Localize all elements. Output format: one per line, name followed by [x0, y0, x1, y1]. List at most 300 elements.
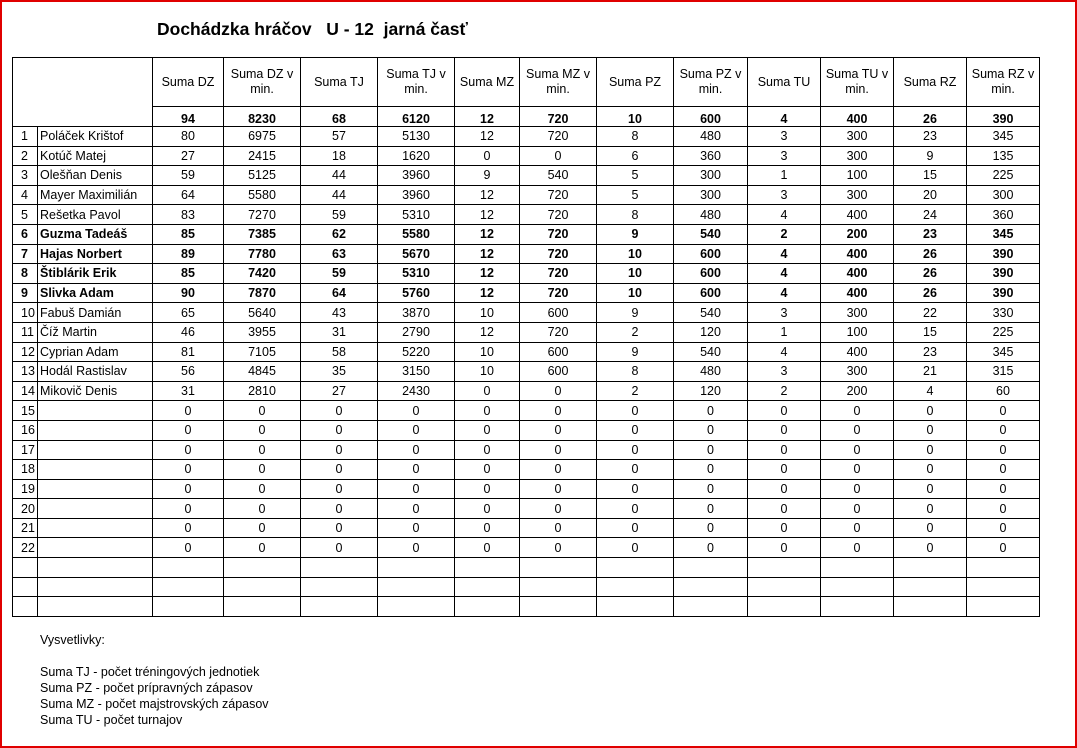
- value-cell: 83: [153, 205, 224, 225]
- value-cell: 0: [520, 479, 597, 499]
- empty-cell: [597, 558, 674, 578]
- value-cell: 43: [301, 303, 378, 323]
- value-cell: 480: [674, 362, 748, 382]
- value-cell: 27: [301, 381, 378, 401]
- value-cell: 300: [821, 303, 894, 323]
- table-row: [13, 401, 1040, 421]
- value-cell: 0: [894, 479, 967, 499]
- value-cell: 0: [821, 499, 894, 519]
- page-title: Dochádzka hráčov U - 12 jarná časť: [157, 19, 468, 39]
- value-cell: 81: [153, 342, 224, 362]
- value-cell: 0: [967, 479, 1040, 499]
- value-cell: 3: [748, 303, 821, 323]
- value-cell: 0: [894, 460, 967, 480]
- empty-cell: [674, 577, 748, 597]
- value-cell: 5: [597, 185, 674, 205]
- table-row: [13, 342, 1040, 362]
- value-cell: 0: [520, 381, 597, 401]
- value-cell: 5: [597, 166, 674, 186]
- row-number: 10: [13, 303, 38, 323]
- value-cell: 0: [748, 440, 821, 460]
- row-number: 5: [13, 205, 38, 225]
- value-cell: 390: [967, 283, 1040, 303]
- value-cell: 0: [378, 401, 455, 421]
- value-cell: 64: [153, 185, 224, 205]
- value-cell: 0: [520, 460, 597, 480]
- value-cell: 0: [674, 440, 748, 460]
- empty-cell: [378, 577, 455, 597]
- empty-cell: [520, 597, 597, 617]
- value-cell: 1: [748, 166, 821, 186]
- value-cell: 720: [520, 244, 597, 264]
- player-name: [38, 518, 153, 538]
- player-name: Fabuš Damián: [38, 303, 153, 323]
- value-cell: 0: [455, 460, 520, 480]
- value-cell: 540: [674, 224, 748, 244]
- value-cell: 0: [967, 499, 1040, 519]
- value-cell: 3150: [378, 362, 455, 382]
- value-cell: 0: [455, 146, 520, 166]
- table-row: [13, 283, 1040, 303]
- value-cell: 85: [153, 264, 224, 284]
- value-cell: 0: [224, 460, 301, 480]
- table-row: [13, 518, 1040, 538]
- table-row: [13, 244, 1040, 264]
- table-row: [13, 499, 1040, 519]
- value-cell: 345: [967, 224, 1040, 244]
- value-cell: 120: [674, 322, 748, 342]
- column-header: Suma DZ: [153, 58, 224, 107]
- value-cell: 3: [748, 146, 821, 166]
- value-cell: 100: [821, 322, 894, 342]
- value-cell: 0: [748, 499, 821, 519]
- player-name: [38, 499, 153, 519]
- value-cell: 0: [378, 518, 455, 538]
- table-row: [13, 381, 1040, 401]
- value-cell: 18: [301, 146, 378, 166]
- value-cell: 44: [301, 185, 378, 205]
- player-name: [38, 460, 153, 480]
- value-cell: 400: [821, 342, 894, 362]
- empty-cell: [153, 597, 224, 617]
- value-cell: 1: [748, 322, 821, 342]
- value-cell: 6975: [224, 127, 301, 147]
- value-cell: 26: [894, 244, 967, 264]
- empty-cell: [520, 577, 597, 597]
- value-cell: 63: [301, 244, 378, 264]
- value-cell: 0: [597, 538, 674, 558]
- value-cell: 0: [301, 499, 378, 519]
- empty-cell: [894, 577, 967, 597]
- value-cell: 0: [520, 420, 597, 440]
- value-cell: 0: [520, 401, 597, 421]
- value-cell: 31: [153, 381, 224, 401]
- value-cell: 7780: [224, 244, 301, 264]
- value-cell: 24: [894, 205, 967, 225]
- total-cell: 600: [674, 107, 748, 127]
- table-row: [13, 224, 1040, 244]
- value-cell: 12: [455, 185, 520, 205]
- value-cell: 4: [748, 283, 821, 303]
- total-cell: 390: [967, 107, 1040, 127]
- player-name: [38, 401, 153, 421]
- value-cell: 0: [153, 420, 224, 440]
- value-cell: 0: [153, 499, 224, 519]
- value-cell: 7385: [224, 224, 301, 244]
- empty-cell: [455, 597, 520, 617]
- value-cell: 62: [301, 224, 378, 244]
- column-header: Suma TU: [748, 58, 821, 107]
- empty-cell: [748, 558, 821, 578]
- total-cell: 94: [153, 107, 224, 127]
- value-cell: 2: [748, 381, 821, 401]
- row-number: 18: [13, 460, 38, 480]
- value-cell: 0: [821, 401, 894, 421]
- empty-cell: [967, 558, 1040, 578]
- value-cell: 5670: [378, 244, 455, 264]
- row-number: 7: [13, 244, 38, 264]
- value-cell: 2: [748, 224, 821, 244]
- legend: [40, 632, 269, 728]
- value-cell: 5310: [378, 264, 455, 284]
- empty-cell: [224, 577, 301, 597]
- value-cell: 0: [821, 538, 894, 558]
- total-cell: 8230: [224, 107, 301, 127]
- empty-cell: [674, 558, 748, 578]
- value-cell: 345: [967, 342, 1040, 362]
- value-cell: 0: [674, 460, 748, 480]
- value-cell: 26: [894, 264, 967, 284]
- empty-cell: [597, 577, 674, 597]
- header-row: [13, 58, 1040, 107]
- empty-cell: [224, 558, 301, 578]
- value-cell: 2430: [378, 381, 455, 401]
- row-number: 11: [13, 322, 38, 342]
- value-cell: 540: [520, 166, 597, 186]
- value-cell: 15: [894, 166, 967, 186]
- value-cell: 9: [597, 303, 674, 323]
- value-cell: 390: [967, 264, 1040, 284]
- row-number: 2: [13, 146, 38, 166]
- row-number: 16: [13, 420, 38, 440]
- row-number: 1: [13, 127, 38, 147]
- empty-cell: [13, 577, 38, 597]
- value-cell: 46: [153, 322, 224, 342]
- value-cell: 12: [455, 127, 520, 147]
- value-cell: 0: [821, 420, 894, 440]
- value-cell: 35: [301, 362, 378, 382]
- value-cell: 85: [153, 224, 224, 244]
- value-cell: 22: [894, 303, 967, 323]
- player-name: Rešetka Pavol: [38, 205, 153, 225]
- value-cell: 0: [520, 146, 597, 166]
- value-cell: 225: [967, 322, 1040, 342]
- value-cell: 26: [894, 283, 967, 303]
- value-cell: 56: [153, 362, 224, 382]
- column-header: Suma TU v min.: [821, 58, 894, 107]
- value-cell: 10: [597, 283, 674, 303]
- column-header: Suma MZ: [455, 58, 520, 107]
- value-cell: 0: [748, 460, 821, 480]
- value-cell: 300: [821, 185, 894, 205]
- value-cell: 5220: [378, 342, 455, 362]
- value-cell: 540: [674, 303, 748, 323]
- total-cell: 12: [455, 107, 520, 127]
- legend-heading: Vysvetlivky:: [40, 633, 105, 647]
- value-cell: 720: [520, 127, 597, 147]
- total-cell: 68: [301, 107, 378, 127]
- value-cell: 0: [153, 518, 224, 538]
- value-cell: 0: [748, 420, 821, 440]
- value-cell: 0: [520, 440, 597, 460]
- empty-cell: [748, 597, 821, 617]
- totals-corner-cell: [13, 107, 153, 127]
- player-name: [38, 538, 153, 558]
- value-cell: 5125: [224, 166, 301, 186]
- row-number: 15: [13, 401, 38, 421]
- value-cell: 12: [455, 322, 520, 342]
- value-cell: 0: [455, 420, 520, 440]
- value-cell: 400: [821, 205, 894, 225]
- value-cell: 0: [301, 420, 378, 440]
- value-cell: 1620: [378, 146, 455, 166]
- value-cell: 20: [894, 185, 967, 205]
- empty-cell: [894, 558, 967, 578]
- value-cell: 23: [894, 127, 967, 147]
- value-cell: 59: [301, 205, 378, 225]
- value-cell: 0: [674, 518, 748, 538]
- value-cell: 2: [597, 322, 674, 342]
- value-cell: 0: [301, 479, 378, 499]
- column-header: Suma RZ: [894, 58, 967, 107]
- player-name: [38, 479, 153, 499]
- value-cell: 600: [520, 362, 597, 382]
- table-row: [13, 205, 1040, 225]
- value-cell: 3960: [378, 185, 455, 205]
- column-header: Suma TJ: [301, 58, 378, 107]
- column-header: Suma DZ v min.: [224, 58, 301, 107]
- value-cell: 89: [153, 244, 224, 264]
- value-cell: 2810: [224, 381, 301, 401]
- value-cell: 0: [301, 518, 378, 538]
- value-cell: 0: [301, 440, 378, 460]
- value-cell: 90: [153, 283, 224, 303]
- value-cell: 600: [520, 303, 597, 323]
- value-cell: 3: [748, 362, 821, 382]
- value-cell: 0: [894, 440, 967, 460]
- value-cell: 0: [153, 538, 224, 558]
- value-cell: 44: [301, 166, 378, 186]
- value-cell: 0: [597, 440, 674, 460]
- column-header: Suma PZ v min.: [674, 58, 748, 107]
- value-cell: 4: [748, 264, 821, 284]
- value-cell: 0: [301, 401, 378, 421]
- total-cell: 10: [597, 107, 674, 127]
- value-cell: 0: [597, 518, 674, 538]
- value-cell: 0: [224, 538, 301, 558]
- value-cell: 21: [894, 362, 967, 382]
- value-cell: 0: [597, 401, 674, 421]
- empty-cell: [748, 577, 821, 597]
- value-cell: 2790: [378, 322, 455, 342]
- row-number: 8: [13, 264, 38, 284]
- player-name: Hodál Rastislav: [38, 362, 153, 382]
- value-cell: 720: [520, 224, 597, 244]
- value-cell: 0: [748, 479, 821, 499]
- value-cell: 300: [674, 185, 748, 205]
- value-cell: 57: [301, 127, 378, 147]
- player-name: Guzma Tadeáš: [38, 224, 153, 244]
- value-cell: 300: [821, 127, 894, 147]
- value-cell: 390: [967, 244, 1040, 264]
- empty-row: [13, 558, 1040, 578]
- empty-cell: [38, 577, 153, 597]
- player-name: Hajas Norbert: [38, 244, 153, 264]
- value-cell: 0: [821, 479, 894, 499]
- value-cell: 0: [301, 538, 378, 558]
- value-cell: 330: [967, 303, 1040, 323]
- attendance-table: [12, 57, 1040, 617]
- value-cell: 400: [821, 283, 894, 303]
- empty-row: [13, 577, 1040, 597]
- row-number: 19: [13, 479, 38, 499]
- value-cell: 120: [674, 381, 748, 401]
- value-cell: 5580: [378, 224, 455, 244]
- value-cell: 15: [894, 322, 967, 342]
- value-cell: 0: [455, 401, 520, 421]
- value-cell: 5130: [378, 127, 455, 147]
- total-cell: 720: [520, 107, 597, 127]
- table-row: [13, 127, 1040, 147]
- column-header: Suma PZ: [597, 58, 674, 107]
- value-cell: 4: [894, 381, 967, 401]
- value-cell: 0: [520, 499, 597, 519]
- value-cell: 480: [674, 127, 748, 147]
- player-name: Poláček Krištof: [38, 127, 153, 147]
- value-cell: 0: [224, 401, 301, 421]
- value-cell: 720: [520, 185, 597, 205]
- empty-cell: [38, 558, 153, 578]
- legend-item: Suma TJ - počet tréningových jednotiek: [40, 665, 260, 679]
- column-header: Suma RZ v min.: [967, 58, 1040, 107]
- value-cell: 10: [455, 303, 520, 323]
- table-row: [13, 440, 1040, 460]
- empty-cell: [378, 597, 455, 617]
- totals-row: [13, 107, 1040, 127]
- value-cell: 0: [597, 420, 674, 440]
- value-cell: 315: [967, 362, 1040, 382]
- value-cell: 100: [821, 166, 894, 186]
- value-cell: 8: [597, 127, 674, 147]
- empty-row: [13, 597, 1040, 617]
- value-cell: 400: [821, 264, 894, 284]
- value-cell: 300: [821, 362, 894, 382]
- table-row: [13, 303, 1040, 323]
- value-cell: 7420: [224, 264, 301, 284]
- value-cell: 0: [597, 479, 674, 499]
- value-cell: 0: [821, 518, 894, 538]
- value-cell: 3955: [224, 322, 301, 342]
- value-cell: 3: [748, 127, 821, 147]
- value-cell: 0: [967, 440, 1040, 460]
- value-cell: 0: [153, 460, 224, 480]
- value-cell: 0: [224, 499, 301, 519]
- value-cell: 9: [597, 342, 674, 362]
- value-cell: 540: [674, 342, 748, 362]
- value-cell: 0: [455, 499, 520, 519]
- value-cell: 9: [894, 146, 967, 166]
- row-number: 6: [13, 224, 38, 244]
- row-number: 14: [13, 381, 38, 401]
- total-cell: 400: [821, 107, 894, 127]
- empty-cell: [821, 577, 894, 597]
- row-number: 21: [13, 518, 38, 538]
- table-row: [13, 460, 1040, 480]
- value-cell: 0: [674, 401, 748, 421]
- empty-cell: [13, 558, 38, 578]
- value-cell: 27: [153, 146, 224, 166]
- value-cell: 0: [301, 460, 378, 480]
- value-cell: 7105: [224, 342, 301, 362]
- empty-cell: [455, 558, 520, 578]
- column-header: Suma TJ v min.: [378, 58, 455, 107]
- empty-cell: [821, 597, 894, 617]
- value-cell: 10: [597, 244, 674, 264]
- empty-cell: [153, 577, 224, 597]
- value-cell: 3: [748, 185, 821, 205]
- value-cell: 4: [748, 205, 821, 225]
- value-cell: 135: [967, 146, 1040, 166]
- value-cell: 0: [597, 460, 674, 480]
- value-cell: 5760: [378, 283, 455, 303]
- value-cell: 23: [894, 224, 967, 244]
- empty-cell: [597, 597, 674, 617]
- player-name: [38, 440, 153, 460]
- value-cell: 720: [520, 322, 597, 342]
- row-number: 17: [13, 440, 38, 460]
- empty-cell: [224, 597, 301, 617]
- header-corner-cell: [13, 58, 153, 107]
- player-name: Slivka Adam: [38, 283, 153, 303]
- empty-cell: [967, 577, 1040, 597]
- value-cell: 0: [894, 499, 967, 519]
- value-cell: 0: [224, 518, 301, 538]
- value-cell: 0: [378, 460, 455, 480]
- value-cell: 3870: [378, 303, 455, 323]
- value-cell: 23: [894, 342, 967, 362]
- row-number: 20: [13, 499, 38, 519]
- value-cell: 2: [597, 381, 674, 401]
- player-name: Číž Martin: [38, 322, 153, 342]
- value-cell: 10: [455, 362, 520, 382]
- empty-cell: [674, 597, 748, 617]
- table-row: [13, 264, 1040, 284]
- value-cell: 12: [455, 205, 520, 225]
- value-cell: 0: [378, 440, 455, 460]
- value-cell: 0: [153, 401, 224, 421]
- table-row: [13, 322, 1040, 342]
- value-cell: 0: [894, 420, 967, 440]
- value-cell: 5310: [378, 205, 455, 225]
- value-cell: 360: [967, 205, 1040, 225]
- value-cell: 0: [455, 440, 520, 460]
- value-cell: 10: [597, 264, 674, 284]
- total-cell: 4: [748, 107, 821, 127]
- empty-cell: [455, 577, 520, 597]
- value-cell: 0: [748, 538, 821, 558]
- value-cell: 300: [821, 146, 894, 166]
- value-cell: 0: [748, 401, 821, 421]
